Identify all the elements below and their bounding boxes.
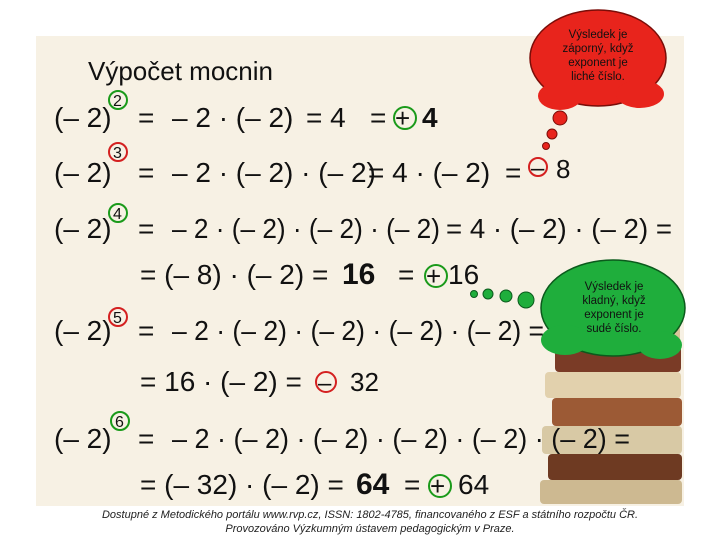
note-line: kladný, když xyxy=(582,295,646,307)
base-term: (– 2) xyxy=(54,157,112,188)
equals-sign: = xyxy=(505,157,522,188)
product: = 16 · (– 2) = xyxy=(140,366,302,397)
answer: 4 xyxy=(422,102,438,133)
answer: 32 xyxy=(350,367,379,397)
negative-note xyxy=(548,28,648,84)
equation-row-7 xyxy=(54,412,630,454)
equals-sign: = xyxy=(138,315,155,346)
expansion: – 2 · (– 2) · (– 2) · (– 2) · (– 2) · (– 2) = xyxy=(172,423,630,454)
exponent: 2 xyxy=(113,93,122,110)
equals-sign: = xyxy=(138,102,155,133)
answer: 8 xyxy=(556,154,571,184)
note-line: záporný, když xyxy=(562,43,634,55)
positive-note xyxy=(562,280,666,336)
expansion: – 2 · (– 2) xyxy=(172,102,294,133)
note-line: exponent je xyxy=(584,309,644,321)
answer: 16 xyxy=(448,259,480,290)
bold-result: 16 xyxy=(342,258,376,291)
base-term: (– 2) xyxy=(54,423,112,454)
equation-row-3 xyxy=(54,204,672,244)
exponent: 3 xyxy=(113,145,122,162)
bold-result: 64 xyxy=(356,468,390,501)
exponent: 6 xyxy=(115,414,124,431)
note-line: sudé číslo. xyxy=(586,323,642,335)
minus-sign: – xyxy=(531,155,545,182)
note-line: Výsledek je xyxy=(568,29,628,41)
expansion: – 2 · (– 2) · (– 2) · (– 2) xyxy=(172,213,440,244)
footer-line-1: Dostupné z Metodického portálu www.rvp.cz, ISSN: 1802-4785, financovaného z ESF a státního rozpočtu ČR. xyxy=(101,509,639,521)
product: = (– 8) · (– 2) = xyxy=(140,259,329,290)
product: = (– 32) · (– 2) = xyxy=(140,469,344,500)
equation-row-6 xyxy=(140,366,379,397)
expansion: – 2 · (– 2) · (– 2) xyxy=(172,157,376,188)
note-line: Výsledek je xyxy=(584,281,644,293)
answer: 64 xyxy=(458,469,490,500)
minus-sign: – xyxy=(318,370,332,397)
exponent: 5 xyxy=(113,310,122,327)
equation-row-8 xyxy=(140,468,489,501)
footer-line-2: Provozováno Výzkumným ústavem pedagogickým v Praze. xyxy=(225,523,515,535)
equation-row-5 xyxy=(54,308,544,346)
equation-row-4 xyxy=(140,258,479,291)
plus-sign: + xyxy=(395,103,411,133)
equation-row-2 xyxy=(54,143,570,188)
exponent: 4 xyxy=(113,206,122,223)
plus-sign: + xyxy=(426,261,442,291)
equals-sign: = xyxy=(138,157,155,188)
note-line: liché číslo. xyxy=(571,71,625,83)
expansion: – 2 · (– 2) · (– 2) · (– 2) · (– 2) = xyxy=(172,315,544,346)
equals-sign: = xyxy=(138,213,155,244)
equals-sign: = xyxy=(138,423,155,454)
partial-result: = 4 · (– 2) · (– 2) = xyxy=(446,213,672,244)
partial-result: = 4 xyxy=(306,102,346,133)
partial-result: = 4 · (– 2) xyxy=(368,157,491,188)
equals-sign: = xyxy=(398,259,415,290)
equation-row-1 xyxy=(54,91,438,133)
base-term: (– 2) xyxy=(54,213,112,244)
note-line: exponent je xyxy=(568,57,628,69)
equals-sign: = xyxy=(404,469,421,500)
footer xyxy=(40,508,700,536)
plus-sign: + xyxy=(430,471,446,501)
slide-title: Výpočet mocnin xyxy=(88,56,273,86)
equals-sign: = xyxy=(370,102,387,133)
base-term: (– 2) xyxy=(54,102,112,133)
base-term: (– 2) xyxy=(54,315,112,346)
